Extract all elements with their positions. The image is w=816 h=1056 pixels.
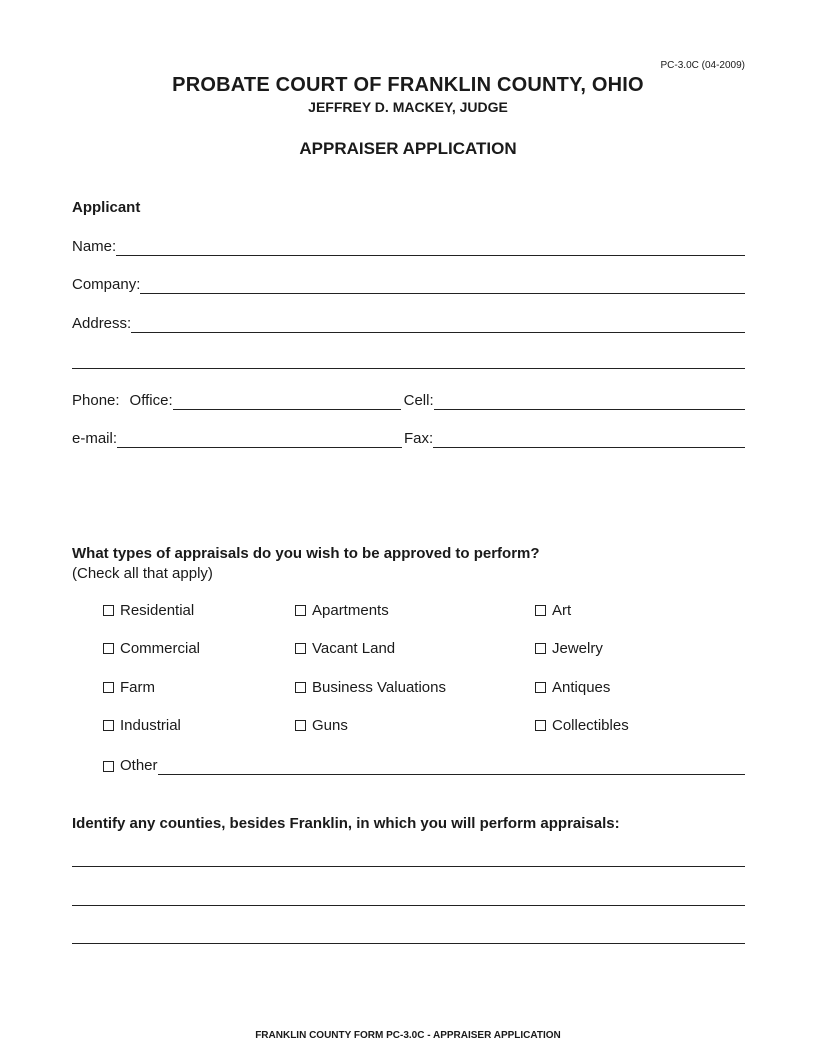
appraisal-types-question: What types of appraisals do you wish to be approved to perform? [72, 545, 540, 562]
cell-label: Cell: [403, 392, 434, 409]
email-input-line[interactable] [117, 432, 402, 448]
checkbox-label: Collectibles [552, 717, 629, 734]
court-title: PROBATE COURT OF FRANKLIN COUNTY, OHIO [172, 74, 644, 96]
company-input-line[interactable] [140, 278, 745, 294]
checkbox-antiques[interactable] [535, 679, 610, 696]
checkbox-icon[interactable] [295, 605, 306, 616]
checkbox-farm[interactable] [103, 679, 155, 696]
other-label: Other [120, 757, 158, 774]
checkbox-icon[interactable] [103, 682, 114, 693]
name-input-line[interactable] [116, 240, 745, 256]
checkbox-icon[interactable] [295, 643, 306, 654]
judge-name: JEFFREY D. MACKEY, JUDGE [308, 99, 508, 115]
checkbox-icon[interactable] [535, 720, 546, 731]
checkbox-label: Vacant Land [312, 640, 396, 657]
checkbox-icon[interactable] [103, 643, 114, 654]
company-field[interactable] [72, 272, 745, 294]
form-number: PC-3.0C (04-2009) [660, 60, 745, 71]
checkbox-icon[interactable] [295, 682, 306, 693]
checkbox-label: Business Valuations [312, 679, 446, 696]
checkbox-label: Art [552, 602, 572, 619]
check-all-instruction: (Check all that apply) [72, 565, 213, 582]
counties-line-2[interactable] [72, 905, 745, 906]
checkbox-label: Industrial [120, 717, 181, 734]
checkbox-other[interactable] [103, 761, 114, 772]
checkbox-icon[interactable] [535, 682, 546, 693]
checkbox-apartments[interactable] [295, 602, 389, 619]
address-field[interactable] [72, 311, 745, 333]
phone-row [72, 388, 745, 410]
checkbox-guns[interactable] [295, 717, 348, 734]
name-label: Name: [72, 238, 117, 255]
applicant-heading: Applicant [72, 199, 141, 216]
counties-line-1[interactable] [72, 866, 745, 867]
office-label: Office: [129, 392, 173, 409]
counties-question: Identify any counties, besides Franklin, in which you will perform appraisals: [72, 815, 620, 832]
checkbox-collectibles[interactable] [535, 717, 629, 734]
other-input-line[interactable] [158, 759, 745, 775]
checkbox-vacant-land[interactable] [295, 640, 395, 657]
checkbox-label: Antiques [552, 679, 611, 696]
address-line-2[interactable] [72, 368, 745, 369]
checkbox-residential[interactable] [103, 602, 194, 619]
name-field[interactable] [72, 234, 745, 256]
fax-input-line[interactable] [433, 432, 745, 448]
checkbox-art[interactable] [535, 602, 571, 619]
address-input-line[interactable] [131, 317, 745, 333]
checkbox-label: Residential [120, 602, 195, 619]
checkbox-icon[interactable] [535, 643, 546, 654]
address-label: Address: [72, 315, 132, 332]
checkbox-icon[interactable] [103, 720, 114, 731]
cell-phone-input-line[interactable] [434, 394, 745, 410]
checkbox-label: Guns [312, 717, 348, 734]
checkbox-icon[interactable] [295, 720, 306, 731]
office-phone-input-line[interactable] [173, 394, 401, 410]
checkbox-label: Jewelry [552, 640, 603, 657]
page-title: APPRAISER APPLICATION [299, 139, 517, 158]
counties-line-3[interactable] [72, 943, 745, 944]
email-label: e-mail: [72, 430, 118, 447]
footer: FRANKLIN COUNTY FORM PC-3.0C - APPRAISER APPLICATION [255, 1030, 561, 1041]
checkbox-industrial[interactable] [103, 717, 181, 734]
checkbox-business-valuations[interactable] [295, 679, 446, 696]
checkbox-icon[interactable] [535, 605, 546, 616]
email-fax-row [72, 426, 745, 448]
phone-label: Phone: [72, 392, 120, 409]
checkbox-commercial[interactable] [103, 640, 200, 657]
checkbox-label: Commercial [120, 640, 201, 657]
company-label: Company: [72, 276, 141, 293]
checkbox-label: Apartments [312, 602, 389, 619]
fax-label: Fax: [404, 430, 434, 447]
checkbox-other-row [103, 753, 745, 775]
checkbox-label: Farm [120, 679, 155, 696]
checkbox-jewelry[interactable] [535, 640, 603, 657]
checkbox-icon[interactable] [103, 605, 114, 616]
